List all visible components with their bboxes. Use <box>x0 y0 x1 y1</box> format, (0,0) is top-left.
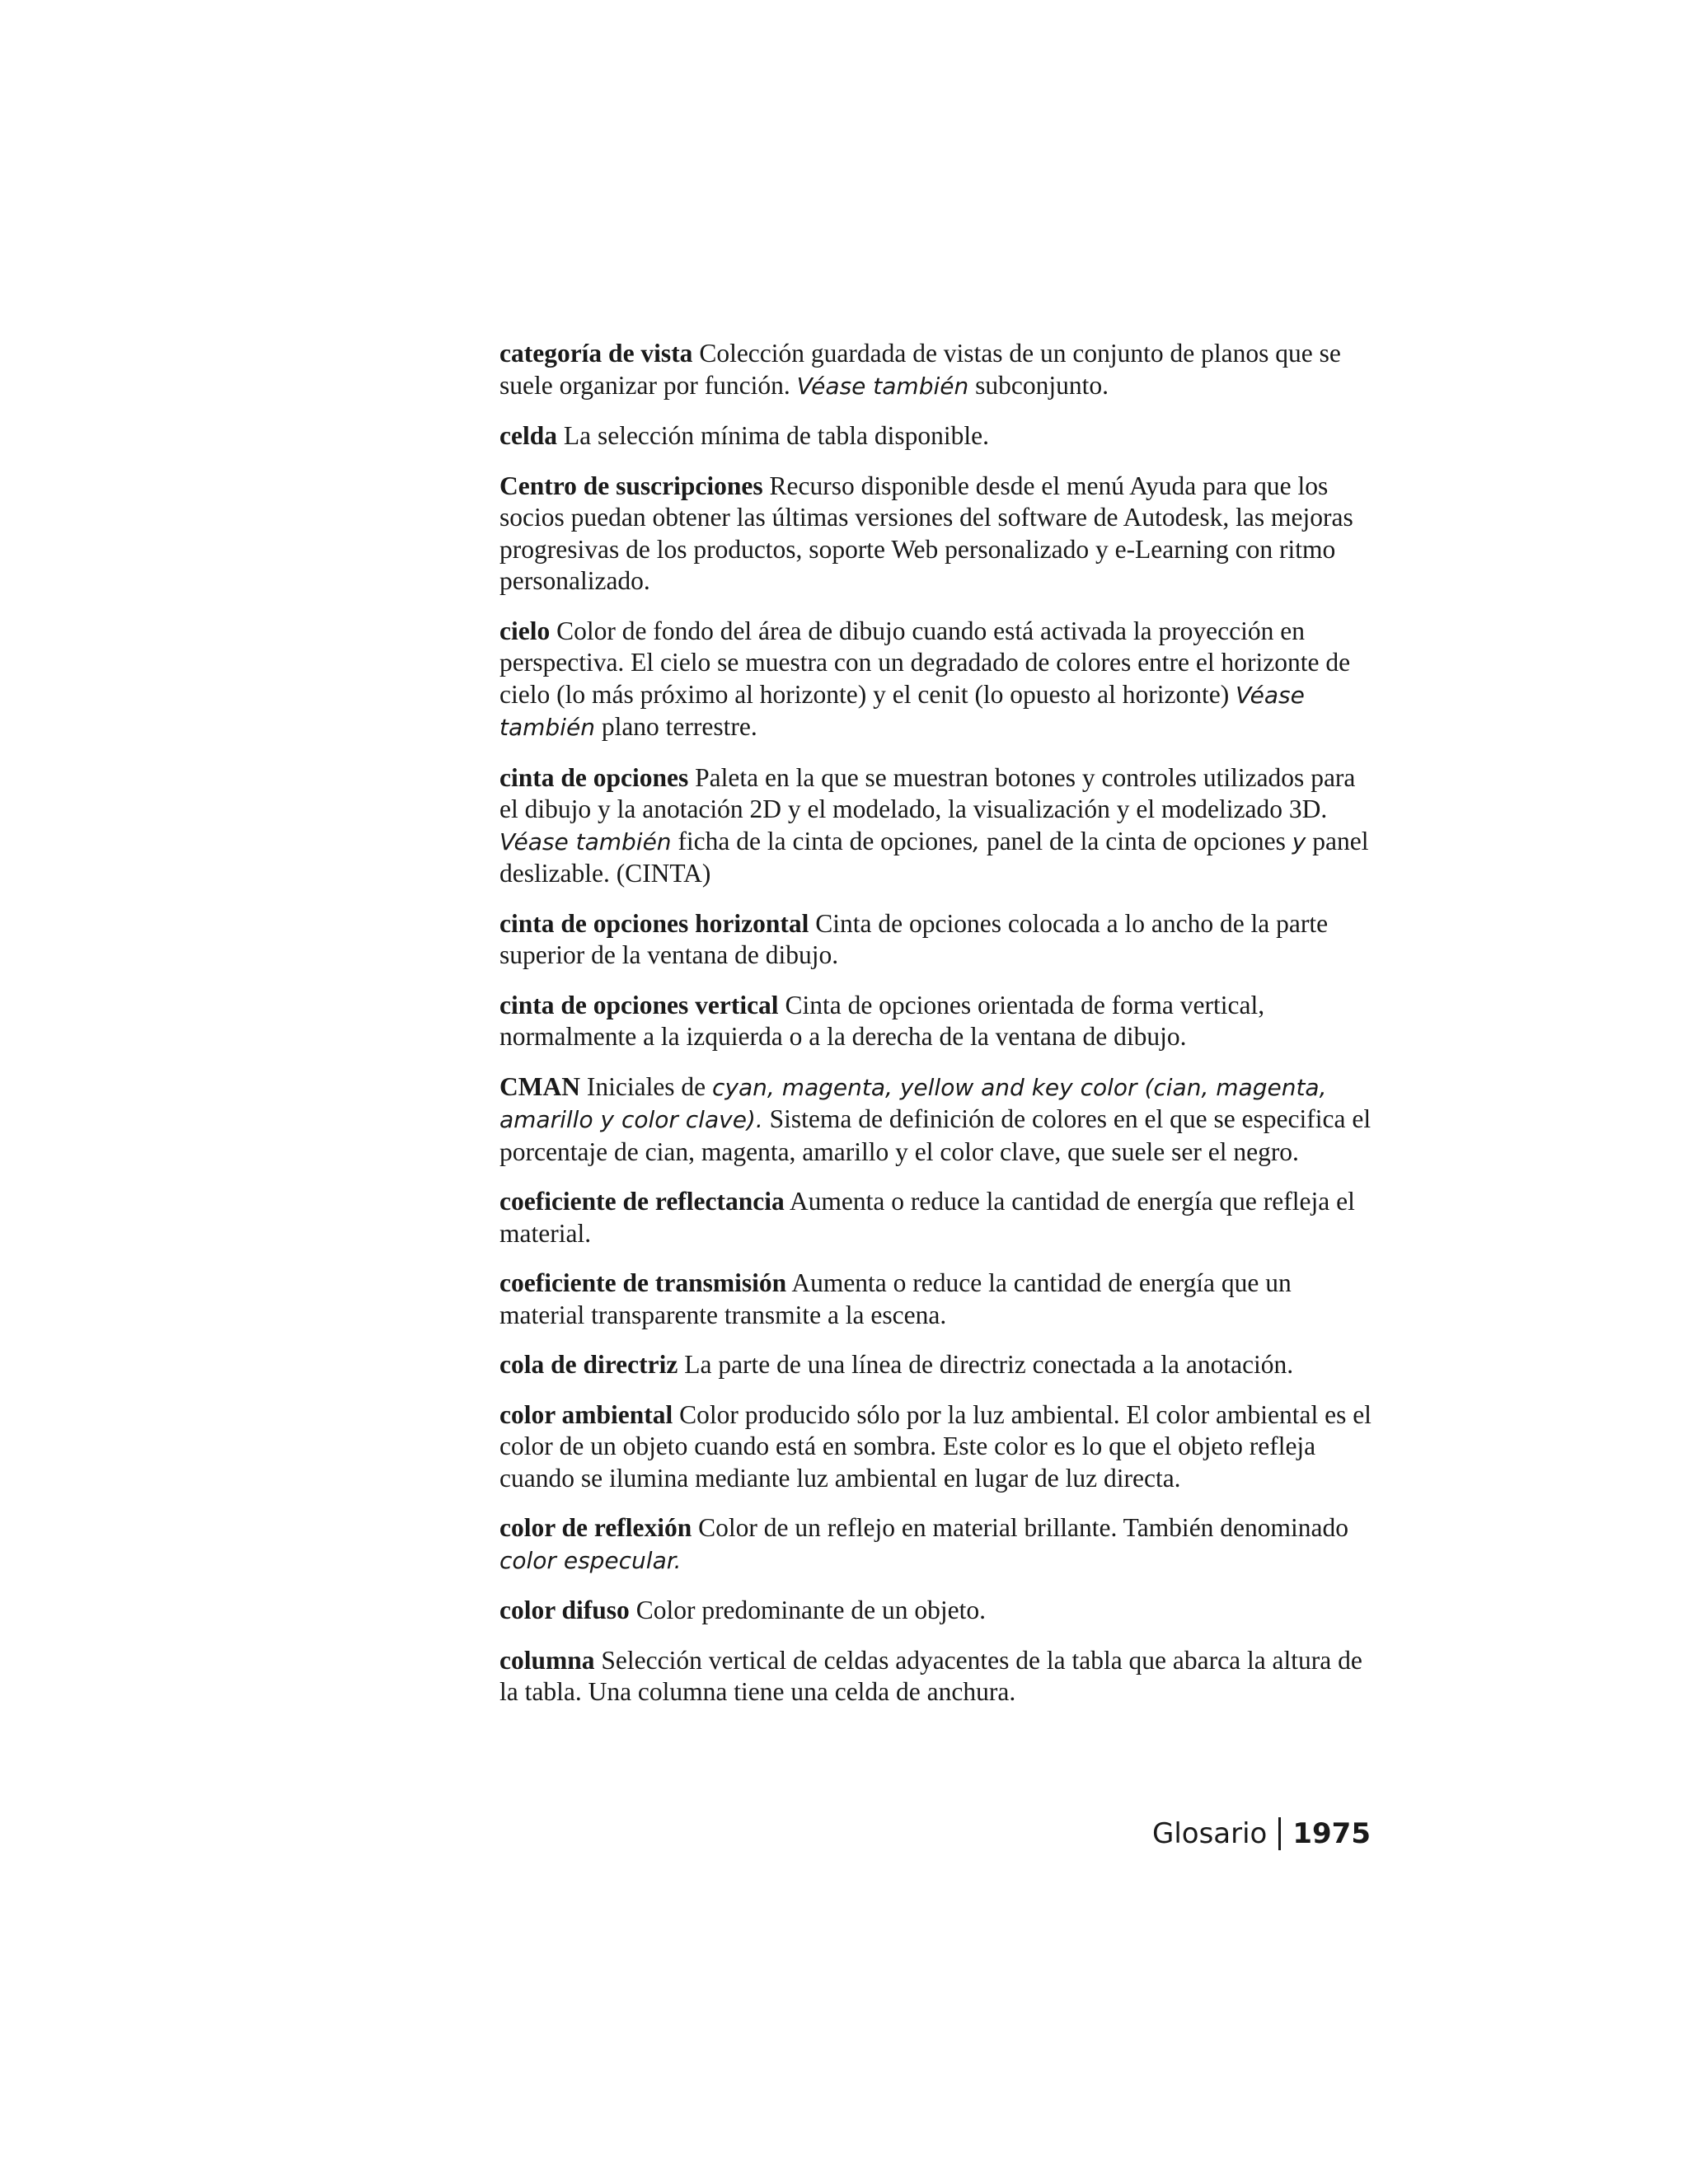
definition-text: Iniciales de <box>579 1071 713 1101</box>
definition-text: Selección vertical de celdas adyacentes de la tabla que abarca la altura de la tabla. Una columna tiene una celda de anchura. <box>499 1645 1362 1706</box>
glossary-term: cielo <box>499 616 551 645</box>
definition-text: La parte de una línea de directriz conectada a la anotación. <box>678 1350 1294 1379</box>
definition-italic-text: Véase también <box>796 372 969 400</box>
page-number: 1975 <box>1292 1817 1371 1850</box>
glossary-entry <box>499 1349 1376 1381</box>
definition-text: panel de la cinta de opciones <box>980 826 1292 855</box>
definition-text: Sistema de definición de colores en el que se especifica el porcentaje de cian, magenta, amarillo y el color clave, que suele ser el negro. <box>499 1104 1372 1166</box>
footer-section: Glosario <box>1151 1817 1268 1850</box>
glossary-entry <box>499 1186 1376 1249</box>
glossary-term: cinta de opciones vertical <box>499 990 779 1019</box>
glossary-term: color de reflexión <box>499 1513 692 1542</box>
glossary-entry <box>499 338 1376 402</box>
glossary-term: cinta de opciones <box>499 762 689 792</box>
glossary-term: columna <box>499 1645 595 1675</box>
glossary-entry <box>499 1071 1376 1169</box>
definition-italic-text: y <box>1292 827 1306 855</box>
glossary-term: color ambiental <box>499 1399 673 1429</box>
glossary-term: cola de directriz <box>499 1350 678 1379</box>
definition-italic-text: Véase también <box>499 681 1305 741</box>
definition-text: plano terrestre. <box>594 712 757 741</box>
glossary-entry <box>499 1512 1376 1577</box>
definition-italic-text: color especular. <box>499 1546 682 1574</box>
glossary-entry <box>499 1595 1376 1627</box>
glossary-entry <box>499 1645 1376 1708</box>
glossary-entry <box>499 1268 1376 1331</box>
page-footer <box>1152 1817 1371 1850</box>
definition-text: Color de fondo del área de dibujo cuando está activada la proyección en perspectiva. El cielo se muestra con un degradado de colores entre el horizonte de cielo (lo más próximo al horizonte) y el cenit (lo opuesto al horizonte) <box>499 616 1351 709</box>
glossary-entry <box>499 471 1376 598</box>
glossary-entry <box>499 908 1376 972</box>
definition-text: Color de un reflejo en material brillante. También denominado <box>692 1513 1349 1542</box>
definition-text: Color producido sólo por la luz ambiental. El color ambiental es el color de un objeto cuando está en sombra. Este color es lo que el objeto refleja cuando se ilumina mediante luz ambiental en lugar de luz directa. <box>499 1399 1372 1493</box>
glossary-term: categoría de vista <box>499 339 693 368</box>
glossary-entry <box>499 420 1376 452</box>
glossary-term: celda <box>499 421 557 450</box>
definition-text: Colección guardada de vistas de un conjunto de planos que se suele organizar por función. <box>499 339 1341 400</box>
definition-italic-text: cyan, magenta, yellow and key color (cian, magenta, amarillo y color clave). <box>499 1073 1327 1133</box>
glossary-entry <box>499 616 1376 744</box>
glossary-term: coeficiente de transmisión <box>499 1268 787 1297</box>
definition-text: Paleta en la que se muestran botones y controles utilizados para el dibujo y la anotación 2D y el modelado, la visualización y el modelizado 3D. <box>499 762 1356 823</box>
definition-text: subconjunto. <box>968 370 1109 400</box>
definition-italic-text: , <box>973 827 981 855</box>
glossary-list <box>499 338 1376 1727</box>
glossary-term: cinta de opciones horizontal <box>499 908 809 938</box>
definition-text: Aumenta o reduce la cantidad de energía que refleja el material. <box>499 1187 1355 1248</box>
definition-text: ficha de la cinta de opciones <box>671 826 973 855</box>
glossary-term: coeficiente de reflectancia <box>499 1187 785 1216</box>
footer-divider <box>1278 1817 1281 1850</box>
definition-text: Cinta de opciones colocada a lo ancho de la parte superior de la ventana de dibujo. <box>499 908 1329 969</box>
glossary-term: color difuso <box>499 1596 630 1624</box>
definition-text: Color predominante de un objeto. <box>629 1596 986 1624</box>
glossary-term: Centro de suscripciones <box>499 471 763 500</box>
definition-text: panel deslizable. (CINTA) <box>499 826 1369 888</box>
glossary-entry <box>499 1399 1376 1495</box>
definition-text: Aumenta o reduce la cantidad de energía que un material transparente transmite a la escena. <box>499 1268 1292 1329</box>
glossary-entry <box>499 762 1376 890</box>
definition-text: Cinta de opciones orientada de forma vertical, normalmente a la izquierda o a la derecha de la ventana de dibujo. <box>499 990 1265 1051</box>
definition-italic-text: Véase también <box>499 827 672 855</box>
definition-text: Recurso disponible desde el menú Ayuda para que los socios puedan obtener las últimas versiones del software de Autodesk, las mejoras progresivas de los productos, soporte Web personalizado y e-Learning con ritmo personalizado. <box>499 471 1353 595</box>
definition-text: La selección mínima de tabla disponible. <box>556 421 989 450</box>
glossary-term: CMAN <box>499 1071 580 1101</box>
glossary-entry <box>499 990 1376 1053</box>
